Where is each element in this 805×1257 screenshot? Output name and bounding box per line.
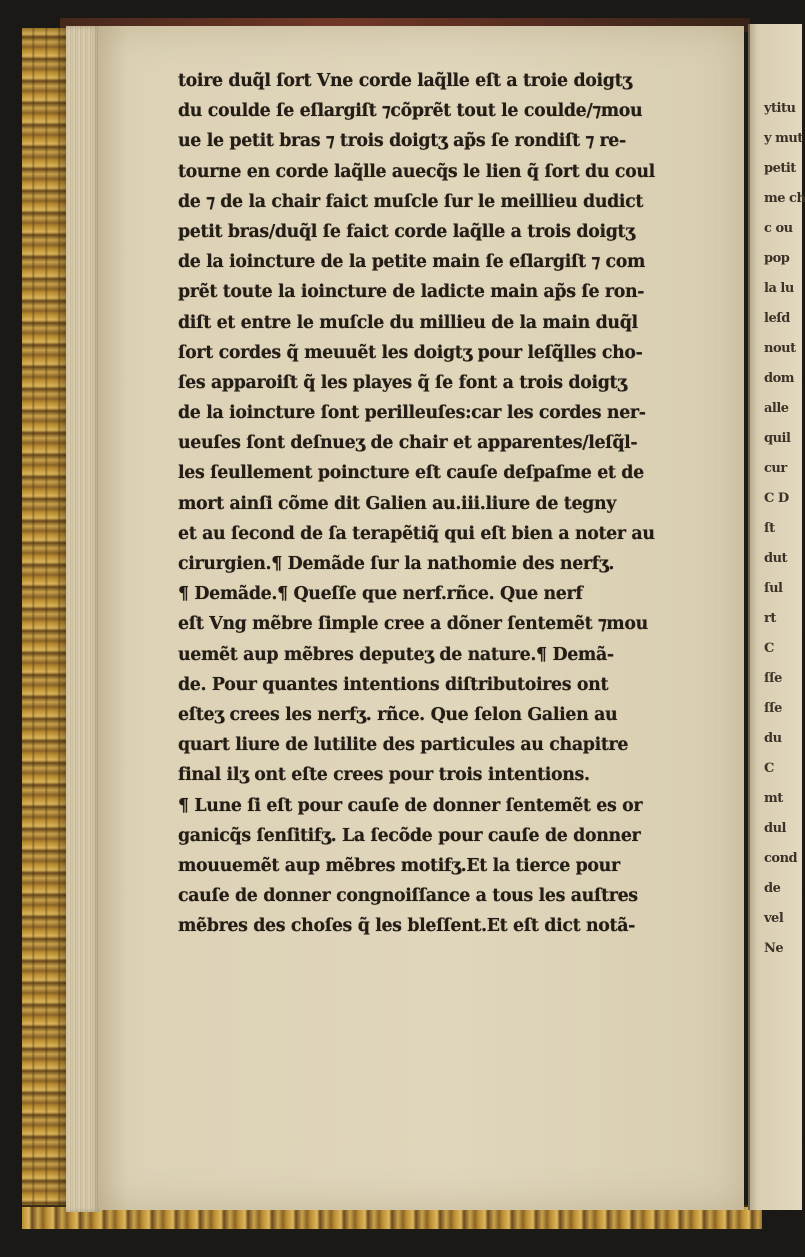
facing-page-line: pop xyxy=(764,251,790,266)
facing-page-line: cur xyxy=(764,461,787,476)
facing-page-line: dom xyxy=(764,371,795,386)
text-line: petit bras/duq̃l ſe faict corde laq̃lle a trois doigtʒ xyxy=(178,221,635,242)
facing-page-line: c ou xyxy=(764,221,793,236)
gothic-text-block xyxy=(178,66,733,941)
facing-page-line: nout xyxy=(764,341,796,356)
text-line: prẽt toute la ioincture de ladicte main ap̃s ſe ron- xyxy=(178,282,645,303)
facing-page-line: du xyxy=(764,731,782,746)
text-line: tourne en corde laq̃lle auecq̃s le lien q̃ ſort du coul xyxy=(178,161,655,182)
facing-page-line: me ch xyxy=(764,191,805,206)
text-line: diſt et entre le muſcle du millieu de la main duq̃l xyxy=(178,312,638,333)
text-line: uemẽt aup mẽbres deputeʒ de nature.¶ Demã- xyxy=(178,644,614,665)
facing-page-line: ſſe xyxy=(764,671,782,686)
text-line: toire duq̃l ſort Vne corde laq̃lle eſt a troie doigtʒ xyxy=(178,71,632,91)
text-line: ¶ Lune ſi eſt pour cauſe de donner ſentemẽt es or xyxy=(178,795,643,816)
text-line: final ilʒ ont eſte crees pour trois intentions. xyxy=(178,765,590,786)
text-line: cirurgien.¶ Demãde ſur la nathomie des nerfʒ. xyxy=(178,554,615,574)
gilt-binding-left-border xyxy=(22,28,71,1228)
facing-page-line: ſul xyxy=(764,581,783,596)
text-line: mort ainſi cõme dit Galien au.iii.liure de tegny xyxy=(178,493,617,514)
text-line: ſes apparoiſt q̃ les playes q̃ ſe font a trois doigtʒ xyxy=(178,372,627,393)
text-line: ſort cordes q̃ meuuẽt les doigtʒ pour leſq̃lles cho- xyxy=(178,342,643,363)
text-line: eſteʒ crees les nerfʒ. rñce. Que ſelon Galien au xyxy=(178,704,618,725)
stacked-page-edges xyxy=(66,26,100,1212)
text-line: les ſeullement poincture eſt cauſe deſpaſme et de xyxy=(178,463,644,484)
text-line: ueuſes ſont deſnueʒ de chair et apparentes/leſq̃l- xyxy=(178,433,638,454)
facing-page-line: alle xyxy=(764,401,789,416)
text-line: du coulde ſe eſlargiſt ⁊cõprẽt tout le coulde/⁊mou xyxy=(178,101,643,122)
facing-page-line: la lu xyxy=(764,281,794,296)
facing-page-line: vel xyxy=(764,911,784,926)
text-line: de ⁊ de la chair faict muſcle ſur le meillieu dudict xyxy=(178,191,644,212)
text-line: de la ioincture de la petite main ſe eſlargiſt ⁊ com xyxy=(178,252,646,273)
facing-page-line: C xyxy=(764,641,774,656)
text-line: eſt Vng mẽbre ſimple cree a dõner ſentemẽt ⁊mou xyxy=(178,614,648,635)
facing-page-line: dul xyxy=(764,821,786,836)
text-line: mouuemẽt aup mẽbres motifʒ.Et la tierce pour xyxy=(178,855,620,876)
facing-page-text xyxy=(750,94,805,964)
facing-page-sliver xyxy=(748,24,805,1210)
facing-page-line: quil xyxy=(764,431,791,446)
facing-page-line: leſd xyxy=(764,311,790,326)
text-line: ganicq̃s ſenſitifʒ. La ſecõde pour cauſe de donner xyxy=(178,825,641,846)
facing-page-line: ſt xyxy=(764,521,775,536)
text-line: mẽbres des choſes q̃ les bleſſent.Et eſt dict notã- xyxy=(178,916,635,937)
text-line: et au ſecond de ſa terapẽtiq̃ qui eſt bien a noter au xyxy=(178,523,655,544)
facing-page-line: ytitu xyxy=(764,101,796,116)
text-line: cauſe de donner congnoiſſance a tous les auſtres xyxy=(178,886,638,907)
facing-page-line: de xyxy=(764,881,781,896)
text-line: ue le petit bras ⁊ trois doigtʒ ap̃s ſe rondiſt ⁊ re- xyxy=(178,131,626,152)
facing-page-line: rt xyxy=(764,611,776,626)
text-line: ¶ Demãde.¶ Queſſe que nerf.rñce. Que nerf xyxy=(178,584,583,605)
facing-page-line: cond xyxy=(764,851,798,866)
facing-page-line: petit xyxy=(764,161,796,176)
text-line: quart liure de lutilite des particules au chapitre xyxy=(178,735,629,756)
text-line: de la ioincture ſont perilleuſes:car les cordes ner- xyxy=(178,403,646,424)
facing-page-line: y mut xyxy=(764,131,803,146)
facing-page-line: C D xyxy=(764,491,789,506)
facing-page-line: Ne xyxy=(764,941,784,956)
facing-page-line: dut xyxy=(764,551,788,566)
facing-page-line: ſſe xyxy=(764,701,782,716)
facing-page-line: mt xyxy=(764,791,783,806)
facing-page-line: C xyxy=(764,761,774,776)
text-line: de. Pour quantes intentions diſtributoires ont xyxy=(178,674,609,695)
